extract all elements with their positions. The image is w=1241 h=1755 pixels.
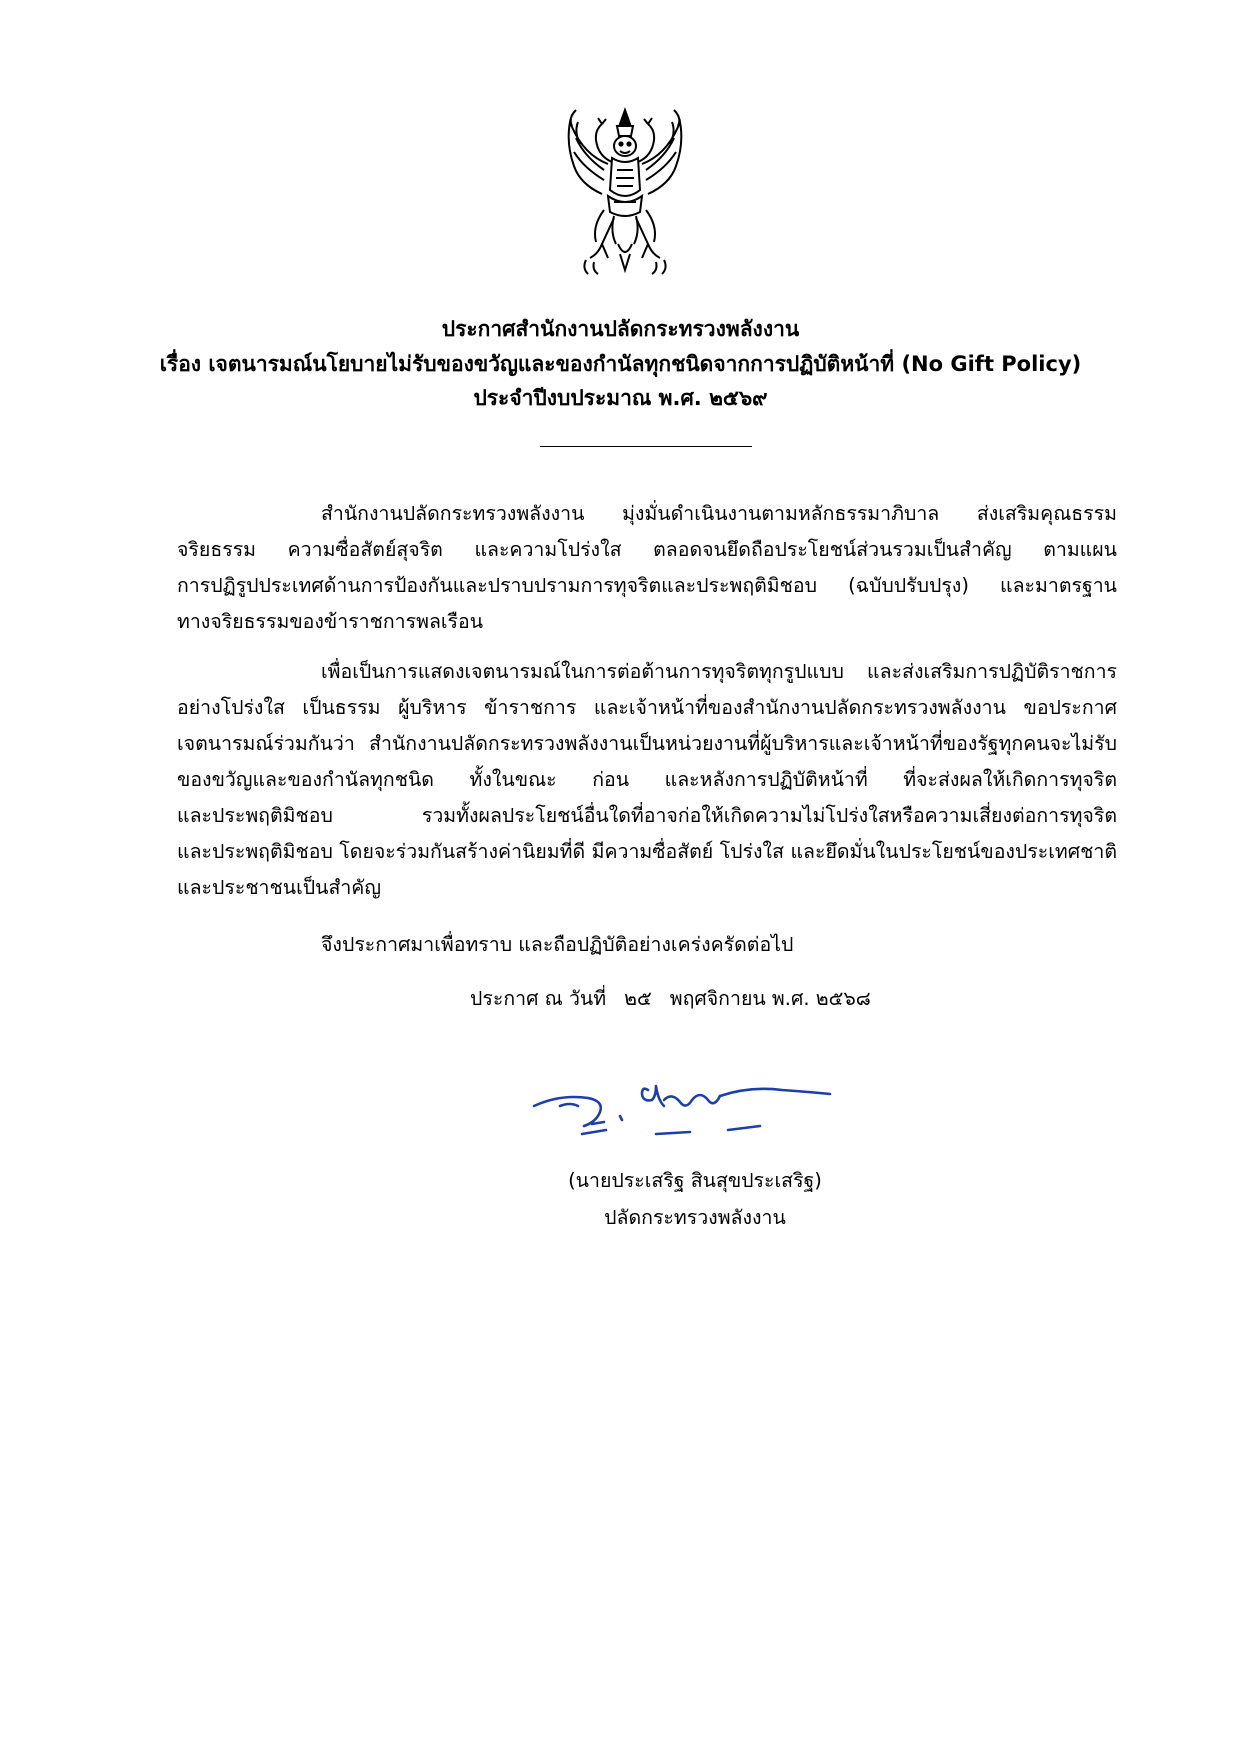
- title-divider: [540, 446, 752, 447]
- paragraph1-line: จริยธรรม ความซื่อสัตย์สุจริต และความโปร่งใส ตลอดจนยึดถือประโยชน์ส่วนรวมเป็นสำคัญ ตามแผน: [177, 538, 1117, 561]
- document-title: ประกาศสำนักงานปลัดกระทรวงพลังงาน: [441, 317, 800, 341]
- closing-statement: จึงประกาศมาเพื่อทราบ และถือปฏิบัติอย่างเคร่งครัดต่อไป: [321, 933, 794, 956]
- paragraph2-line: เพื่อเป็นการแสดงเจตนารมณ์ในการต่อต้านการทุจริตทุกรูปแบบ และส่งเสริมการปฏิบัติราชการ: [321, 660, 1117, 683]
- garuda-emblem-icon: [562, 104, 688, 280]
- document-subject: เรื่อง เจตนารมณ์นโยบายไม่รับของขวัญและของกำนัลทุกชนิดจากการปฏิบัติหน้าที่ (No Gift Policy): [159, 352, 1082, 376]
- paragraph1-line: ทางจริยธรรมของข้าราชการพลเรือน: [177, 610, 484, 633]
- paragraph2-line: เจตนารมณ์ร่วมกันว่า สำนักงานปลัดกระทรวงพลังงานเป็นหน่วยงานที่ผู้บริหารและเจ้าหน้าที่ของรัฐทุกคนจะไม่รับ: [177, 732, 1117, 755]
- paragraph2-line: อย่างโปร่งใส เป็นธรรม ผู้บริหาร ข้าราชการ และเจ้าหน้าที่ของสำนักงานปลัดกระทรวงพลังงาน ขอประกาศ: [177, 696, 1117, 719]
- paragraph2-line: และประพฤติมิชอบ รวมทั้งผลประโยชน์อื่นใดที่อาจก่อให้เกิดความไม่โปร่งใสหรือความเสี่ยงต่อการทุจริต: [177, 804, 1117, 827]
- paragraph2-line: ของขวัญและของกำนัลทุกชนิด ทั้งในขณะ ก่อน และหลังการปฏิบัติหน้าที่ ที่จะส่งผลให้เกิดการทุจริต: [177, 768, 1117, 791]
- announcement-date: [470, 982, 871, 1016]
- paragraph1-line: การปฏิรูปประเทศด้านการป้องกันและปราบปรามการทุจริตและประพฤติมิชอบ (ฉบับปรับปรุง) และมาตรฐาน: [177, 574, 1117, 597]
- date-month-year: พฤศจิกายน พ.ศ. ๒๕๖๘: [669, 987, 871, 1010]
- paragraph2-line: และประพฤติมิชอบ โดยจะร่วมกันสร้างค่านิยมที่ดี มีความซื่อสัตย์ โปร่งใส และยึดมั่นในประโยชน์ของประเทศชาติ: [177, 840, 1117, 863]
- signer-title: ปลัดกระทรวงพลังงาน: [604, 1206, 786, 1229]
- signature-image: [530, 1076, 870, 1146]
- date-day: ๒๕: [624, 987, 652, 1010]
- paragraph2-line: และประชาชนเป็นสำคัญ: [177, 876, 381, 899]
- signer-name: (นายประเสริฐ สินสุขประเสริฐ): [568, 1169, 822, 1192]
- date-prefix: ประกาศ ณ วันที่: [470, 987, 607, 1010]
- fiscal-year-line: ประจำปีงบประมาณ พ.ศ. ๒๕๖๙: [473, 386, 768, 410]
- paragraph1-line: สำนักงานปลัดกระทรวงพลังงาน มุ่งมั่นดำเนินงานตามหลักธรรมาภิบาล ส่งเสริมคุณธรรม: [321, 502, 1117, 525]
